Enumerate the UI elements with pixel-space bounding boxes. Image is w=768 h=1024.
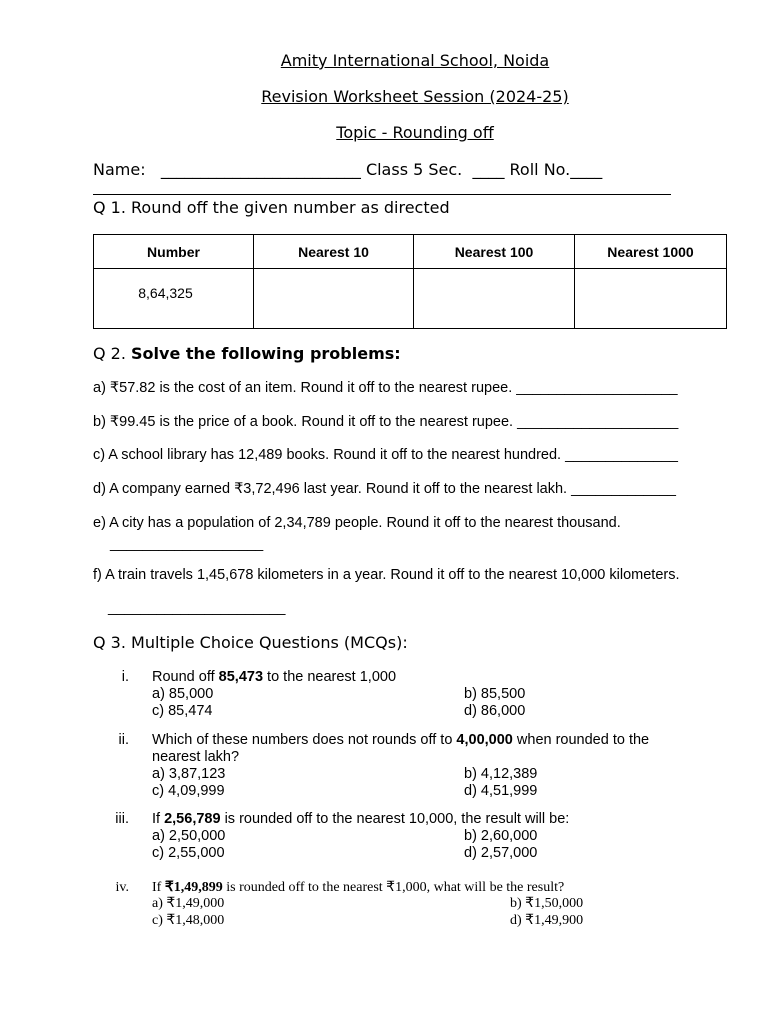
mcq-option-a: a) 2,50,000 <box>152 828 226 844</box>
problem-d: d) A company earned ₹3,72,496 last year. Round it off to the nearest lakh. _____________ <box>93 481 676 497</box>
mcq-option-b: b) 85,500 <box>464 686 526 702</box>
q3-heading: Q 3. Multiple Choice Questions (MCQs): <box>93 633 408 652</box>
cell-nearest-1000 <box>575 269 727 329</box>
mcq-number: ii. <box>118 732 129 748</box>
mcq-option-b: b) 4,12,389 <box>464 766 538 782</box>
school-name: Amity International School, Noida <box>280 51 550 70</box>
col-header-nearest-100: Nearest 100 <box>414 235 575 269</box>
mcq-option-b: b) ₹1,50,000 <box>510 896 584 911</box>
col-header-nearest-1000: Nearest 1000 <box>575 235 727 269</box>
problem-f: f) A train travels 1,45,678 kilometers in a year. Round it off to the nearest 10,000 kilometers. <box>93 567 680 583</box>
mcq-question: Round off 85,473 to the nearest 1,000 <box>152 669 397 685</box>
divider-line <box>93 194 671 195</box>
answer-blank-f: ______________________ <box>108 600 286 616</box>
mcq-number: iii. <box>115 811 129 827</box>
cell-nearest-100 <box>414 269 575 329</box>
table-header-row <box>94 235 727 269</box>
q1-heading: Q 1. Round off the given number as directed <box>93 198 450 217</box>
table-row <box>94 269 727 329</box>
problem-c: c) A school library has 12,489 books. Round it off to the nearest hundred. ______________ <box>93 447 678 463</box>
mcq-option-c: c) 2,55,000 <box>152 845 225 861</box>
cell-nearest-10 <box>254 269 414 329</box>
mcq-option-c: c) 85,474 <box>152 703 213 719</box>
worksheet-title: Revision Worksheet Session (2024-25) <box>261 87 569 106</box>
mcq-option-b: b) 2,60,000 <box>464 828 538 844</box>
q2-heading: Q 2. Solve the following problems: <box>93 344 401 363</box>
name-class-roll-row: Name: _________________________ Class 5 Sec. ____ Roll No.____ <box>93 160 603 179</box>
mcq-option-c: c) 4,09,999 <box>152 783 225 799</box>
mcq-question: If ₹1,49,899 is rounded off to the nearest ₹1,000, what will be the result? <box>152 880 565 895</box>
mcq-number: iv. <box>115 880 129 895</box>
col-header-nearest-10: Nearest 10 <box>254 235 414 269</box>
answer-blank-e: ___________________ <box>110 536 264 552</box>
mcq-option-d: d) 2,57,000 <box>464 845 538 861</box>
mcq-option-a: a) ₹1,49,000 <box>152 896 225 911</box>
mcq-question: Which of these numbers does not rounds off to 4,00,000 when rounded to the nearest lakh? <box>152 732 650 765</box>
topic-title: Topic - Rounding off <box>336 123 494 142</box>
problem-e: e) A city has a population of 2,34,789 people. Round it off to the nearest thousand. <box>93 515 621 531</box>
mcq-option-d: d) 86,000 <box>464 703 526 719</box>
mcq-number: i. <box>121 669 129 685</box>
problem-a: a) ₹57.82 is the cost of an item. Round it off to the nearest rupee. ____________________ <box>93 380 678 396</box>
col-header-number: Number <box>94 235 254 269</box>
mcq-question: If 2,56,789 is rounded off to the nearest 10,000, the result will be: <box>152 811 570 827</box>
cell-number: 8,64,325 <box>94 269 254 329</box>
rounding-table <box>93 234 727 329</box>
mcq-option-d: d) ₹1,49,900 <box>510 913 584 928</box>
mcq-option-d: d) 4,51,999 <box>464 783 538 799</box>
mcq-option-a: a) 85,000 <box>152 686 214 702</box>
mcq-option-a: a) 3,87,123 <box>152 766 226 782</box>
problem-b: b) ₹99.45 is the price of a book. Round it off to the nearest rupee. ____________________ <box>93 414 679 430</box>
mcq-option-c: c) ₹1,48,000 <box>152 913 225 928</box>
